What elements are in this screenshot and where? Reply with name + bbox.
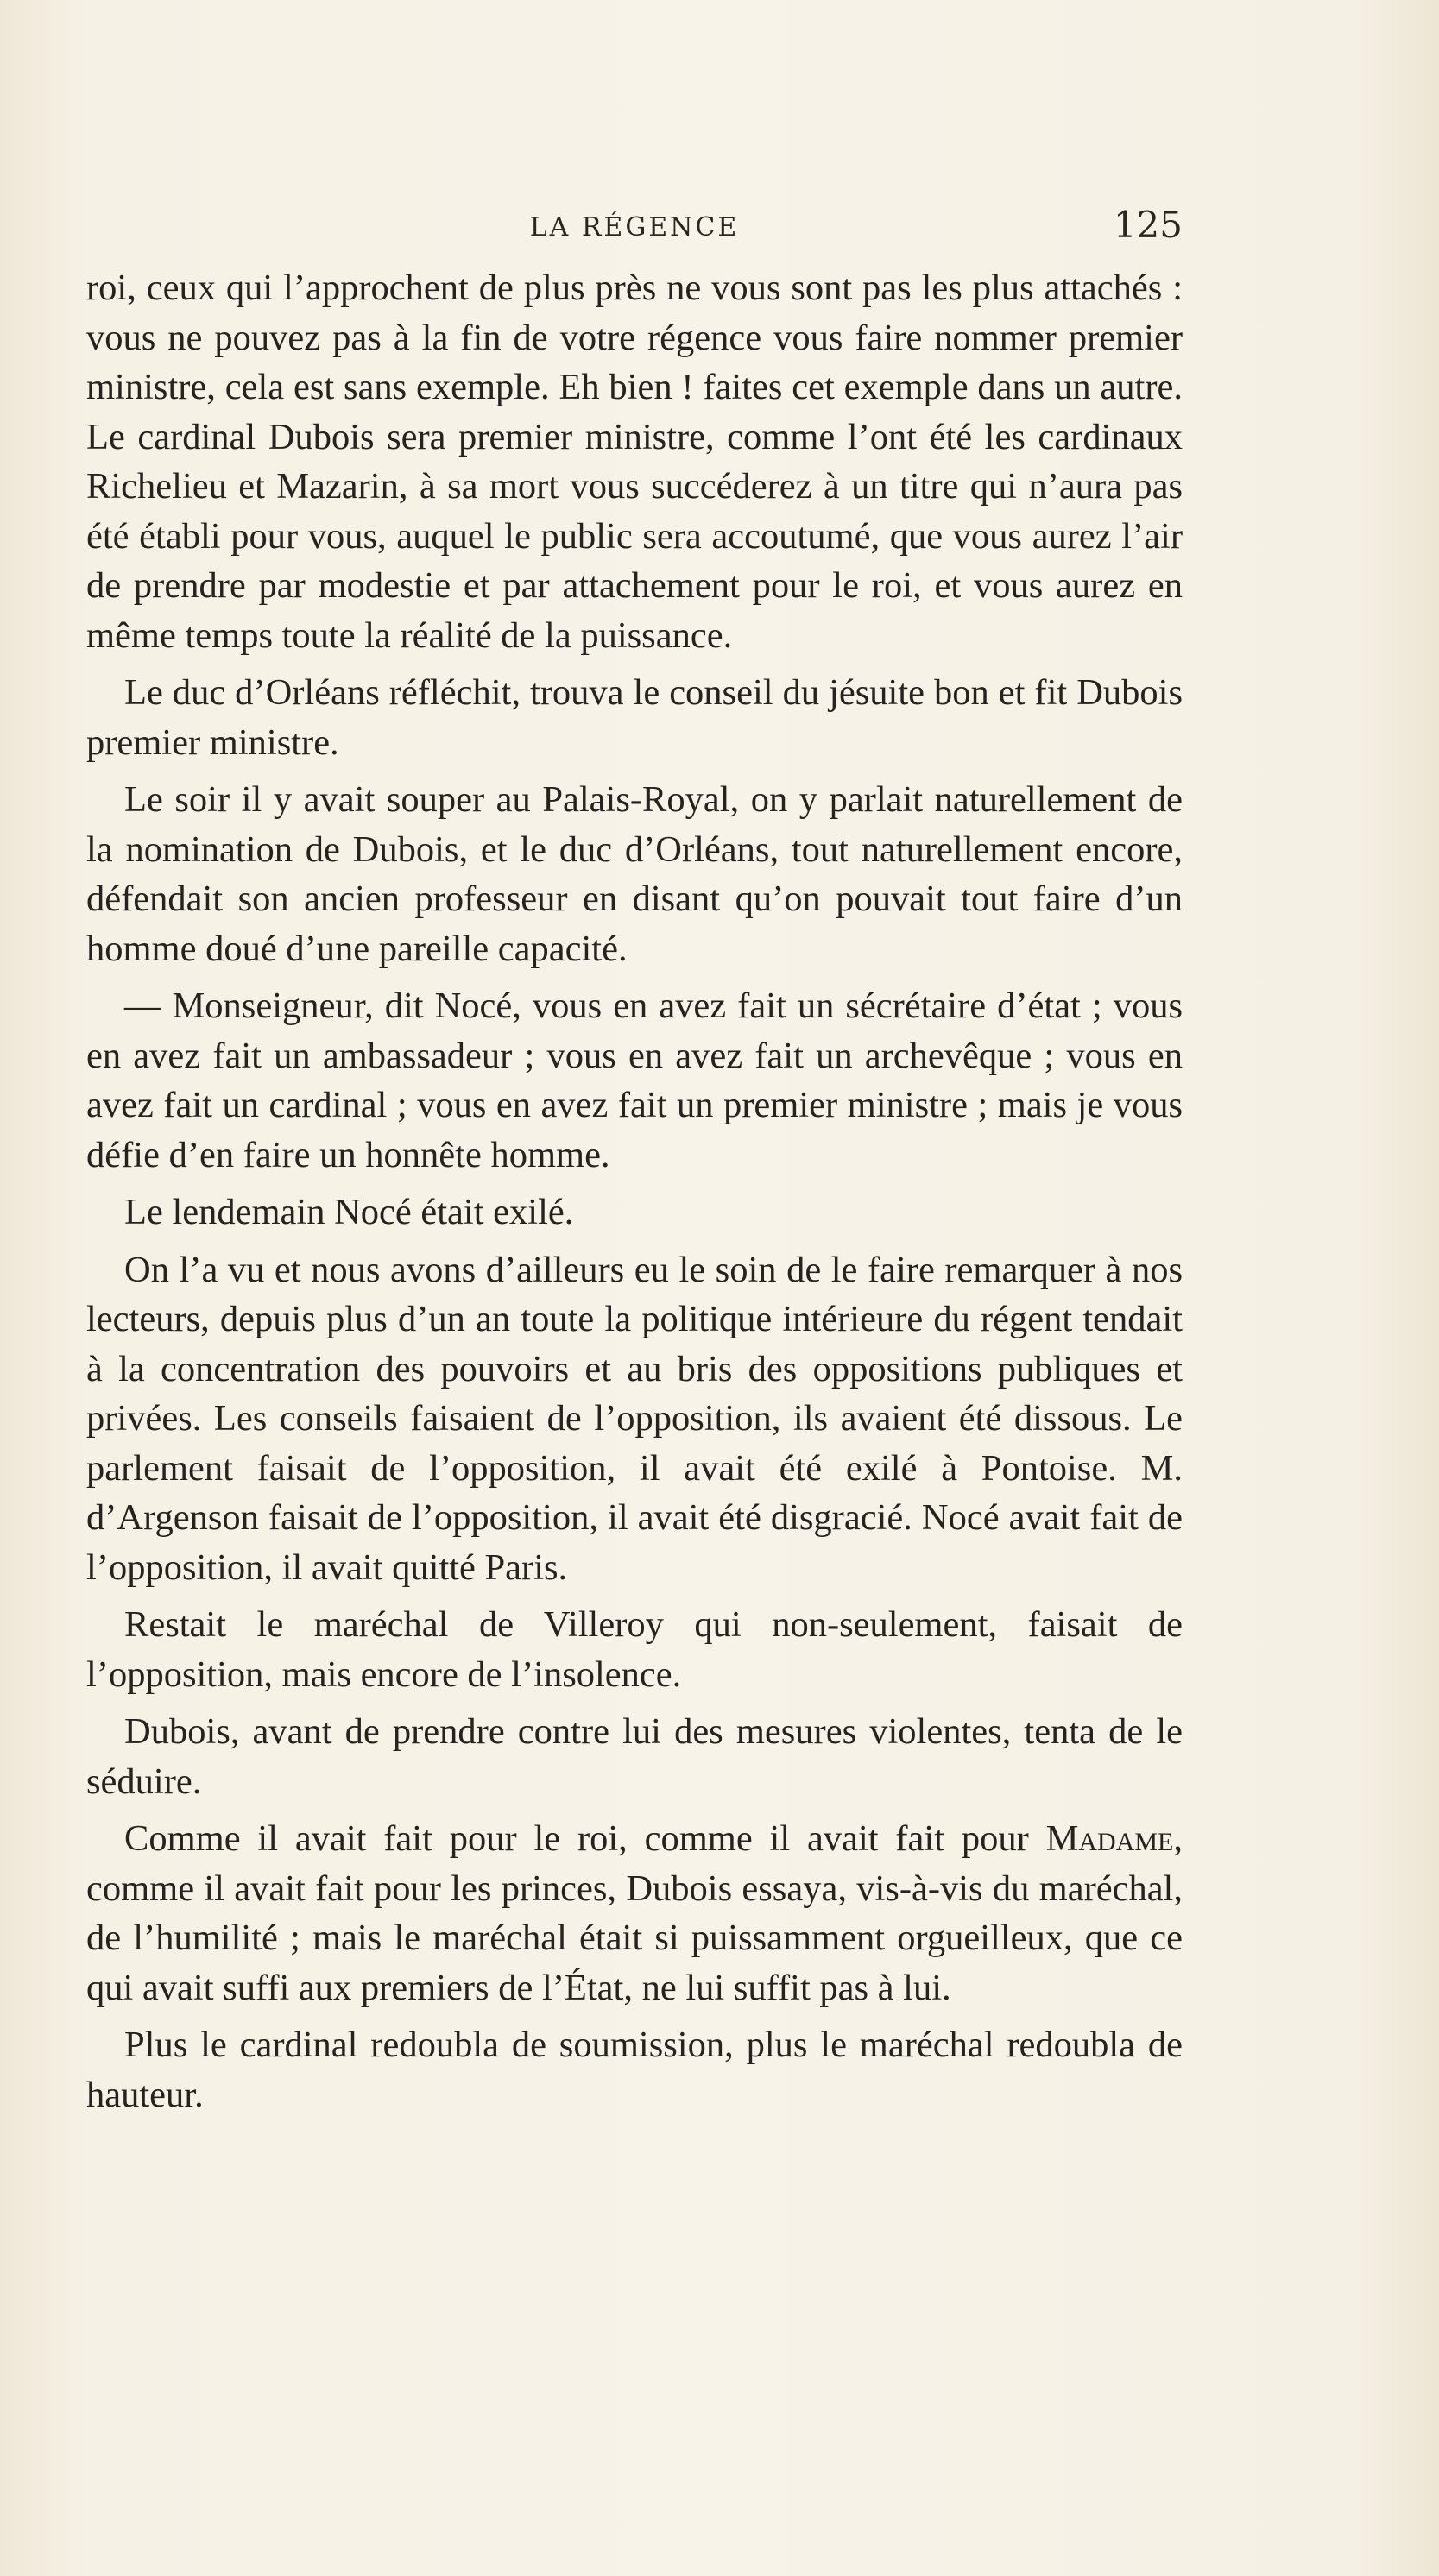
page-number: 125 (1113, 204, 1183, 246)
running-head (86, 204, 1183, 255)
paragraph-7: Restait le maréchal de Villeroy qui non-seulement, faisait de l’opposition, mais encore de l’insolence. (86, 1604, 1183, 1695)
paragraph-9 (86, 1814, 1183, 2012)
small-caps-madame: Madame (1045, 1818, 1174, 1859)
paragraph-10: Plus le cardinal redoubla de soumission, plus le maréchal redoubla de hauteur. (86, 2025, 1183, 2115)
paragraph-1: roi, ceux qui l’approchent de plus près ne vous sont pas les plus attachés : vous ne pouvez pas à la fin de votre régence vous faire nommer premier ministre, cela est sans exemple. Eh bien ! faites cet exemple dans un autre. Le cardinal Dubois sera premier ministre, comme l’ont été les cardinaux Richelieu et Mazarin, à sa mort vous succéderez à un titre qui n’aura pas été établi pour vous, auquel le public sera accoutumé, que vous aurez l’air de prendre par modestie et par attachement pour le roi, et vous aurez en même temps toute la réalité de la puissance. (86, 268, 1183, 656)
paragraph-8: Dubois, avant de prendre contre lui des mesures violentes, tenta de le séduire. (86, 1711, 1183, 1802)
paragraph-5: Le lendemain Nocé était exilé. (124, 1192, 574, 1232)
text-body (86, 263, 1183, 2119)
paragraph-3: Le soir il y avait souper au Palais-Royal, on y parlait naturellement de la nomination de Dubois, et le duc d’Orléans, tout naturellement encore, défendait son ancien professeur en disant qu’on pouvait tout faire d’un homme doué d’une pareille capacité. (86, 779, 1183, 969)
paragraph-4: — Monseigneur, dit Nocé, vous en avez fait un sécrétaire d’état ; vous en avez fait un ambassadeur ; vous en avez fait un archevêque ; vous en avez fait un cardinal ; vous en avez fait un premier ministre ; mais je vous défie d’en faire un honnête homme. (86, 986, 1183, 1175)
paragraph-6: On l’a vu et nous avons d’ailleurs eu le soin de le faire remarquer à nos lecteurs, depuis plus d’un an toute la politique intérieure du régent tendait à la concentration des pouvoirs et au bris des oppositions publiques et privées. Les conseils faisaient de l’opposition, ils avaient été dissous. Le parlement faisait de l’opposition, il avait été exilé à Pontoise. M. d’Argenson faisait de l’opposition, il avait été disgracié. Nocé avait fait de l’opposition, il avait quitté Paris. (86, 1249, 1183, 1588)
running-title: LA RÉGENCE (529, 212, 740, 242)
paragraph-9-start: Comme il avait fait pour le roi, comme il avait fait pour (124, 1818, 1046, 1859)
paragraph-2: Le duc d’Orléans réfléchit, trouva le conseil du jésuite bon et fit Dubois premier ministre. (86, 672, 1183, 763)
paragraph-9-end: , comme il avait fait pour les princes, Dubois essaya, vis-à-vis du maréchal, de l’humilité ; mais le maréchal était si puissamment orgueilleux, que ce qui avait suffi aux premiers de l’État, ne lui suffit pas à lui. (86, 1818, 1183, 2008)
